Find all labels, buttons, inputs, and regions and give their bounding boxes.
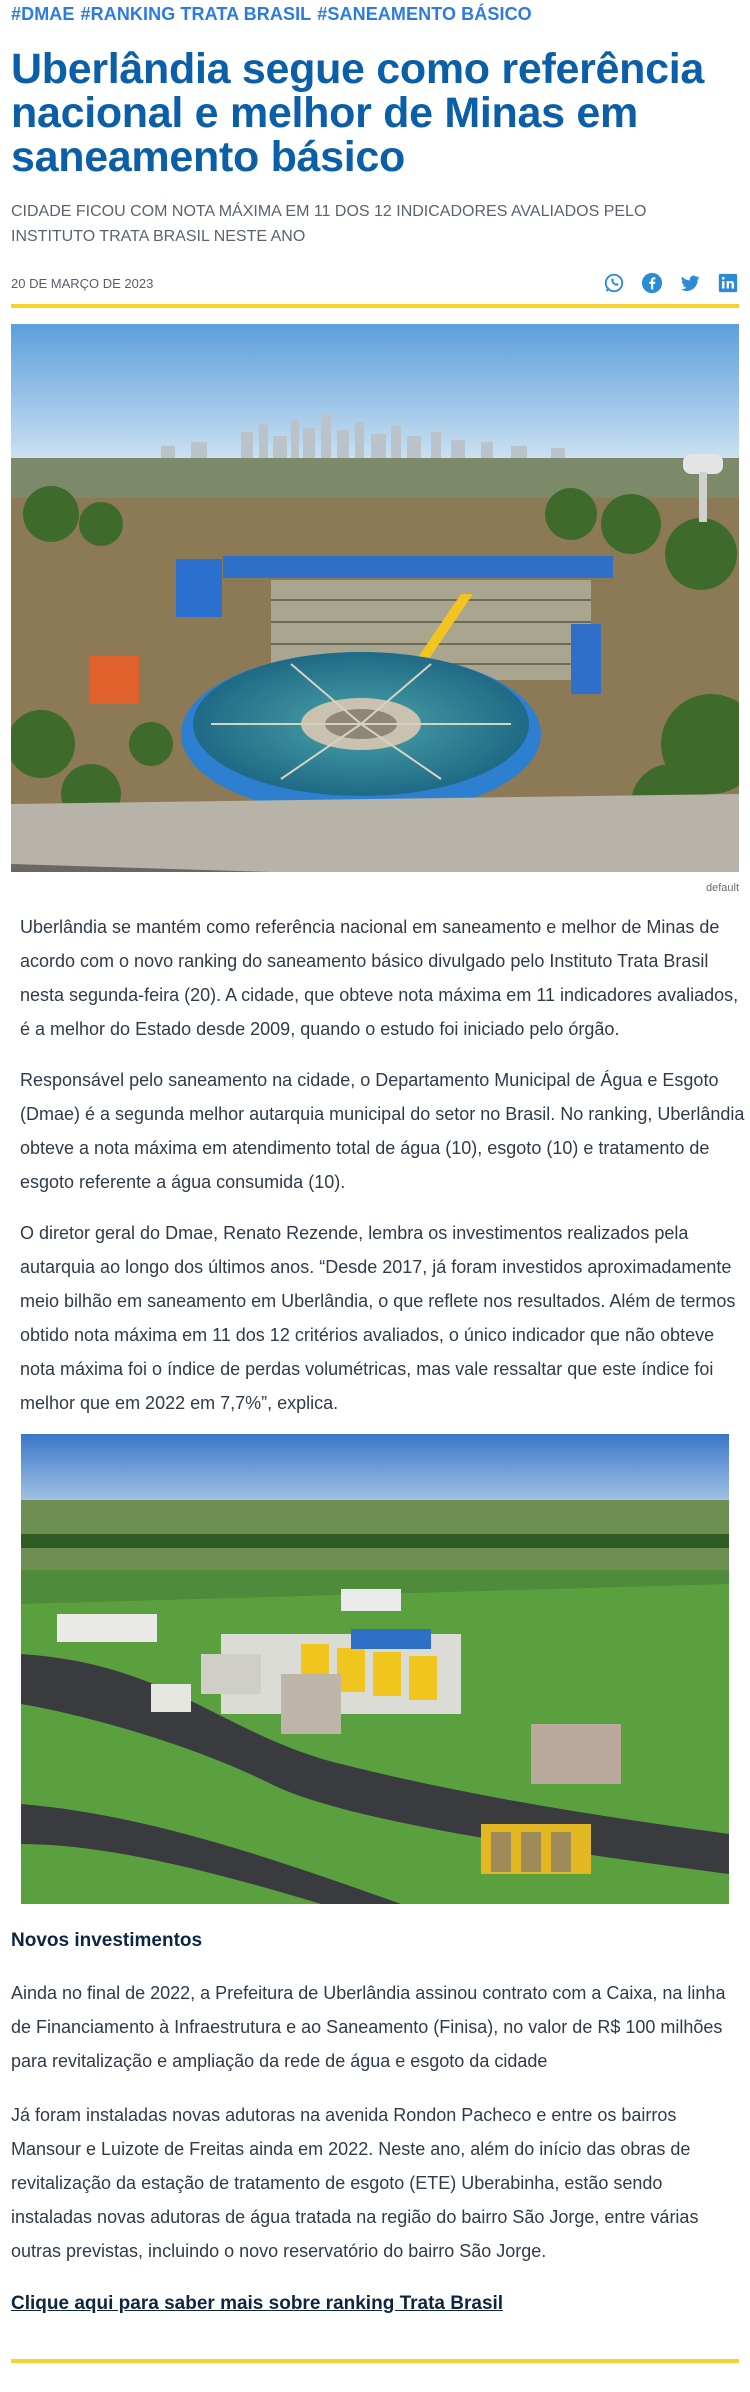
article-subtitle: CIDADE FICOU COM NOTA MÁXIMA EM 11 DOS 12 INDICADORES AVALIADOS PELO INSTITUTO TRATA BRASIL NESTE ANO (11, 203, 647, 245)
ranking-link[interactable]: Clique aqui para saber mais sobre ranking Trata Brasil (11, 2293, 504, 2314)
paragraph-3: O diretor geral do Dmae, Renato Rezende, lembra os investimentos realizados pela autarquia ao longo dos últimos anos. “Desde 2017, já foram investidos aproximadamente meio bilhão em saneamento em Uberlândia, o que reflete nos resultados. Além de termos obtido nota máxima em 11 dos 12 critérios avaliados, o único indicador que não obteve nota máxima foi o índice de perdas volumétricas, mas vale ressaltar que este índice foi melhor que em 2022 em 7,7%”, explica. (20, 1223, 736, 1413)
publish-date: 20 DE MARÇO DE 2023 (11, 275, 154, 291)
tag-ranking[interactable]: #RANKING TRATA BRASIL (80, 4, 312, 24)
whatsapp-icon[interactable] (603, 272, 625, 294)
aerial-image-ete (21, 1434, 729, 1904)
twitter-icon[interactable] (679, 272, 701, 294)
facebook-icon[interactable] (641, 272, 663, 294)
tag-saneamento[interactable]: #SANEAMENTO BÁSICO (317, 4, 532, 24)
section-body (11, 1976, 739, 2268)
tag-dmae[interactable]: #DMAE (11, 4, 75, 24)
divider-top (11, 304, 739, 308)
share-bar (603, 272, 739, 294)
section-paragraph-2: Já foram instaladas novas adutoras na avenida Rondon Pacheco e entre os bairros Mansour e Luizote de Freitas ainda em 2022. Neste ano, além do início das obras de revitalização da estação de tratamento de esgoto (ETE) Uberabinha, estão sendo instaladas novas adutoras de água tratada na região do bairro São Jorge, entre várias outras previstas, incluindo o novo reservatório do bairro São Jorge. (11, 2105, 699, 2261)
article-body (11, 910, 750, 1420)
paragraph-2: Responsável pelo saneamento na cidade, o Departamento Municipal de Água e Esgoto (Dmae) é a segunda melhor autarquia municipal do setor no Brasil. No ranking, Uberlândia obteve a nota máxima em atendimento total de água (10), esgoto (10) e tratamento de esgoto referente a água consumida (10). (20, 1070, 745, 1192)
hero-caption: default (705, 882, 739, 894)
section-title: Novos investimentos (11, 1930, 203, 1951)
page-title: Uberlândia segue como referência nacional e melhor de Minas em saneamento básico (11, 45, 704, 181)
article-meta (11, 273, 739, 293)
hero-image-treatment-plant (11, 324, 739, 872)
linkedin-icon[interactable] (717, 272, 739, 294)
tag-list (11, 0, 739, 30)
divider-bottom (11, 2359, 739, 2363)
section-paragraph-1: Ainda no final de 2022, a Prefeitura de Uberlândia assinou contrato com a Caixa, na linha de Financiamento à Infraestrutura e ao Saneamento (Finisa), no valor de R$ 100 milhões para revitalização e ampliação da rede de água e esgoto da cidade (11, 1983, 726, 2071)
paragraph-1: Uberlândia se mantém como referência nacional em saneamento e melhor de Minas de acordo com o novo ranking do saneamento básico divulgado pelo Instituto Trata Brasil nesta segunda-feira (20). A cidade, que obteve nota máxima em 11 indicadores avaliados, é a melhor do Estado desde 2009, quando o estudo foi iniciado pelo órgão. (20, 917, 739, 1039)
